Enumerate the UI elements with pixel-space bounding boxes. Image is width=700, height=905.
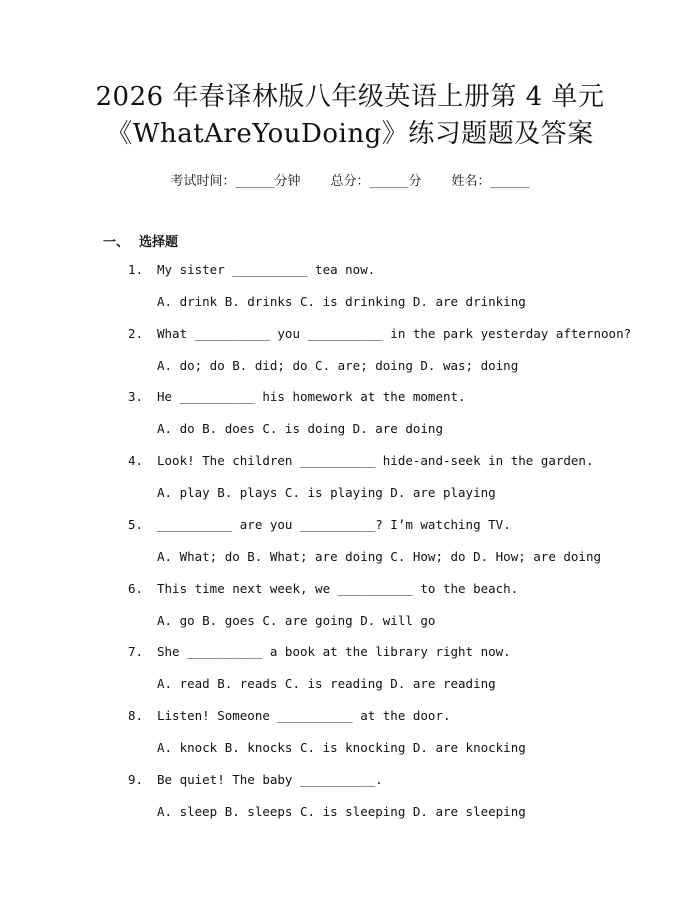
question-options: A. What; do B. What; are doing C. How; do D. How; are doing [157,549,602,564]
question-options: A. play B. plays C. is playing D. are playing [157,485,496,500]
exam-info [0,170,700,189]
question-number: 5. [128,517,144,532]
page-title-line-1: 2026 年春译林版八年级英语上册第 4 单元 [95,82,605,112]
question-text: My sister __________ tea now. [157,262,376,277]
question-text: What __________ you __________ in the park yesterday afternoon? [157,326,632,341]
section-number: 一、 [103,235,130,250]
question-number: 4. [128,453,144,468]
question-text: __________ are you __________? I’m watching TV. [157,517,511,532]
question-text: Look! The children __________ hide-and-seek in the garden. [157,453,594,468]
question-options: A. do B. does C. is doing D. are doing [157,421,443,436]
question-options: A. sleep B. sleeps C. is sleeping D. are sleeping [157,804,526,819]
section-title: 选择题 [139,235,179,250]
question-number: 2. [128,326,144,341]
question-options: A. knock B. knocks C. is knocking D. are knocking [157,740,526,755]
question-number: 1. [128,262,144,277]
question-options: A. do; do B. did; do C. are; doing D. was; doing [157,358,519,373]
question-number: 3. [128,389,144,404]
question-text: Listen! Someone __________ at the door. [157,708,451,723]
section-heading [103,231,178,250]
question-number: 9. [128,772,144,787]
question-text: This time next week, we __________ to the beach. [157,581,519,596]
question-number: 8. [128,708,144,723]
question-number: 6. [128,581,144,596]
exam-name: 姓名：______ [451,174,530,189]
question-options: A. read B. reads C. is reading D. are reading [157,676,496,691]
page-title-line-2: 《WhatAreYouDoing》练习题题及答案 [106,119,594,149]
exam-score: 总分：______分 [330,174,422,189]
exam-time: 考试时间：______分钟 [170,174,301,189]
question-options: A. drink B. drinks C. is drinking D. are drinking [157,294,526,309]
question-text: She __________ a book at the library right now. [157,644,511,659]
question-options: A. go B. goes C. are going D. will go [157,613,436,628]
question-number: 7. [128,644,144,659]
question-text: Be quiet! The baby __________. [157,772,383,787]
question-text: He __________ his homework at the moment. [157,389,466,404]
